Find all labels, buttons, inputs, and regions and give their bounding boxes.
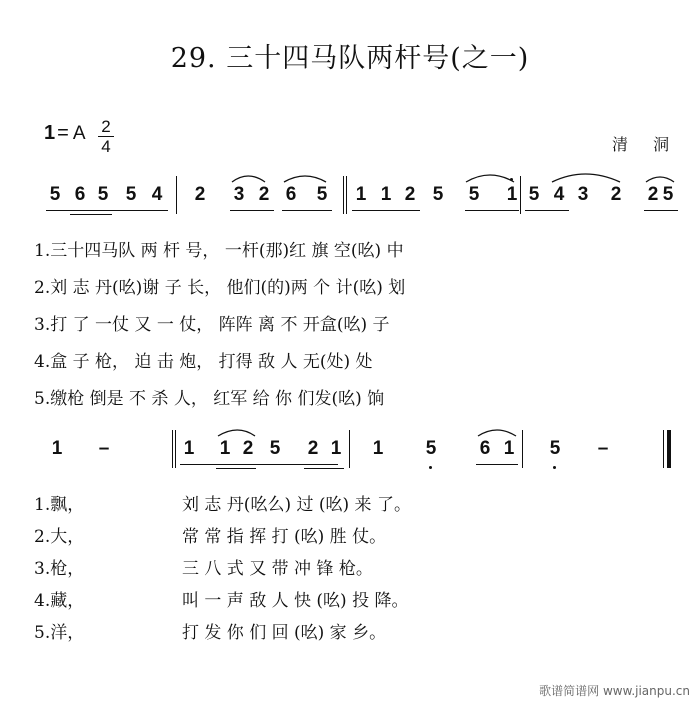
staff-system-2 xyxy=(0,438,700,478)
note: 5 xyxy=(97,184,109,205)
lyric-head: 3.枪， xyxy=(34,559,85,579)
note: – xyxy=(597,438,609,459)
note: 5 xyxy=(662,184,674,205)
slurs xyxy=(0,438,700,478)
note: 2 xyxy=(404,184,416,205)
note: 1 xyxy=(503,438,515,459)
note: 5 xyxy=(468,184,480,205)
lyric-line: 3.打 了 一仗 又 一 仗， 阵阵 离 不 开盒(吆) 子 xyxy=(34,315,390,335)
note: 2 xyxy=(647,184,659,205)
note: 6 xyxy=(285,184,297,205)
lyric-line: 常 常 指 挥 打 (吆) 胜 仗。 xyxy=(182,527,387,547)
lyric-head: 2.大， xyxy=(34,527,85,547)
note: 2 xyxy=(307,438,319,459)
key-one: 1 xyxy=(44,122,56,144)
lyric-line: 打 发 你 们 回 (吆) 家 乡。 xyxy=(182,623,387,643)
slurs xyxy=(0,184,700,224)
note: 5 xyxy=(549,438,561,459)
lyric-line: 2.刘 志 丹(吆)谢 子 长， 他们(的)两 个 计(吆) 划 xyxy=(34,278,406,298)
note: 5 xyxy=(269,438,281,459)
key-signature xyxy=(44,122,86,145)
note: 1 xyxy=(219,438,231,459)
lyric-line: 刘 志 丹(吆么) 过 (吆) 来 了。 xyxy=(182,495,411,515)
note: 5 xyxy=(432,184,444,205)
note: 6 xyxy=(479,438,491,459)
note: – xyxy=(98,438,110,459)
lyric-line: 5.缴枪 倒是 不 杀 人， 红军 给 你 们发(吆) 饷 xyxy=(34,389,385,409)
note: 1 xyxy=(183,438,195,459)
lyric-head: 1.飘， xyxy=(34,495,85,515)
composer-credit: 清 洞 xyxy=(612,135,680,154)
note: 1 xyxy=(506,184,518,205)
note: 1 xyxy=(330,438,342,459)
key-note: A xyxy=(72,123,86,144)
note: 1 xyxy=(51,438,63,459)
key-eq: = xyxy=(57,122,69,144)
note: 2 xyxy=(242,438,254,459)
note: 3 xyxy=(577,184,589,205)
note: 4 xyxy=(553,184,565,205)
note: 6 xyxy=(74,184,86,205)
note: 5 xyxy=(528,184,540,205)
lyric-head: 5.洋， xyxy=(34,623,85,643)
time-signature xyxy=(98,118,114,155)
staff-system-1 xyxy=(0,184,700,224)
note: 3 xyxy=(233,184,245,205)
time-top: 2 xyxy=(101,117,111,136)
note: 1 xyxy=(355,184,367,205)
lyric-line: 1.三十四马队 两 杆 号， 一杆(那)红 旗 空(吆) 中 xyxy=(34,241,404,261)
note: 5 xyxy=(49,184,61,205)
note: 5 xyxy=(425,438,437,459)
note: 2 xyxy=(610,184,622,205)
note: 4 xyxy=(151,184,163,205)
note: 1 xyxy=(380,184,392,205)
lyric-line: 叫 一 声 敌 人 快 (吆) 投 降。 xyxy=(182,591,409,611)
note: 5 xyxy=(125,184,137,205)
note: 1 xyxy=(372,438,384,459)
lyric-head: 4.藏， xyxy=(34,591,85,611)
note: 2 xyxy=(258,184,270,205)
time-bottom: 4 xyxy=(101,137,111,156)
page-title: 29. 三十四马队两杆号(之一) xyxy=(170,43,530,74)
note: 2 xyxy=(194,184,206,205)
lyric-line: 4.盒 子 枪， 迫 击 炮， 打得 敌 人 无(处) 处 xyxy=(34,352,373,372)
lyric-line: 三 八 式 又 带 冲 锋 枪。 xyxy=(182,559,373,579)
note: 5 xyxy=(316,184,328,205)
watermark-footer: 歌谱简谱网 www.jianpu.cn xyxy=(539,684,690,698)
